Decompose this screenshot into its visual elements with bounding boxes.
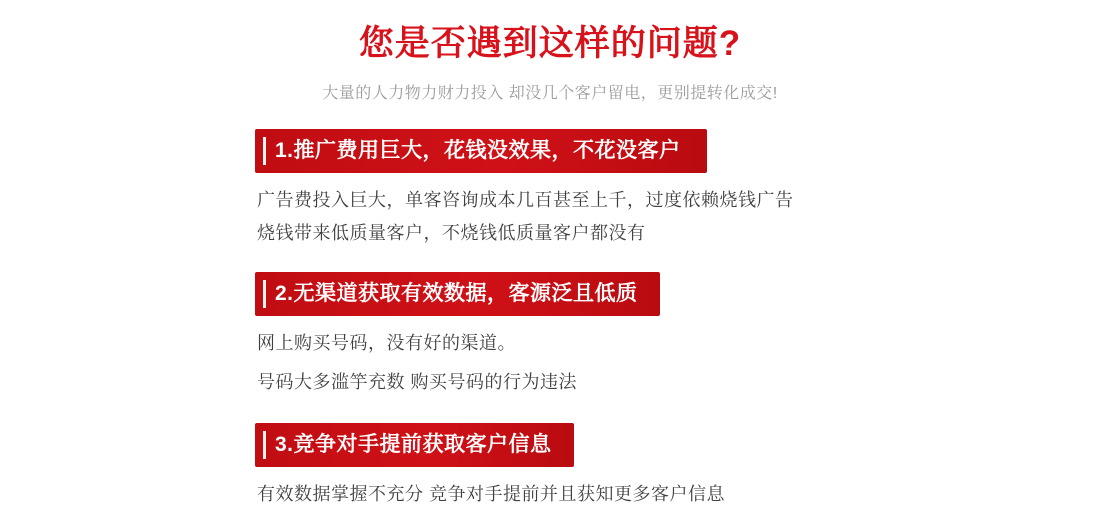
problem-description-1: [255, 173, 1040, 258]
problem-description-3: [255, 467, 1040, 518]
page-subtitle: 大量的人力物力财力投入 却没几个客户留电，更别提转化成交!: [322, 84, 778, 102]
page-title: 您是否遇到这样的问题?: [358, 24, 742, 63]
problem-item-3: [255, 423, 1040, 518]
problem-description-2: [255, 316, 1040, 407]
problem-item-2: [255, 272, 1040, 407]
problem-description-2-line-1: 网上购买号码，没有好的渠道。: [257, 332, 516, 353]
problem-description-1-line-1: 广告费投入巨大，单客咨询成本几百甚至上千，过度依赖烧钱广告: [257, 189, 794, 210]
problem-description-3-line-1: 有效数据掌握不充分 竞争对手提前并且获知更多客户信息: [257, 483, 725, 504]
problem-description-2-line-2: 号码大多滥竽充数 购买号码的行为违法: [257, 372, 577, 393]
problem-banner-1: 1.推广费用巨大，花钱没效果，不花没客户: [255, 129, 707, 173]
problem-item-1: [255, 129, 1040, 258]
problem-banner-3: 3.竞争对手提前获取客户信息: [255, 423, 574, 467]
problem-list: [0, 129, 1100, 518]
problem-banner-2: 2.无渠道获取有效数据，客源泛且低质: [255, 272, 660, 316]
problem-description-1-line-2: 烧钱带来低质量客户，不烧钱低质量客户都没有: [257, 223, 646, 244]
